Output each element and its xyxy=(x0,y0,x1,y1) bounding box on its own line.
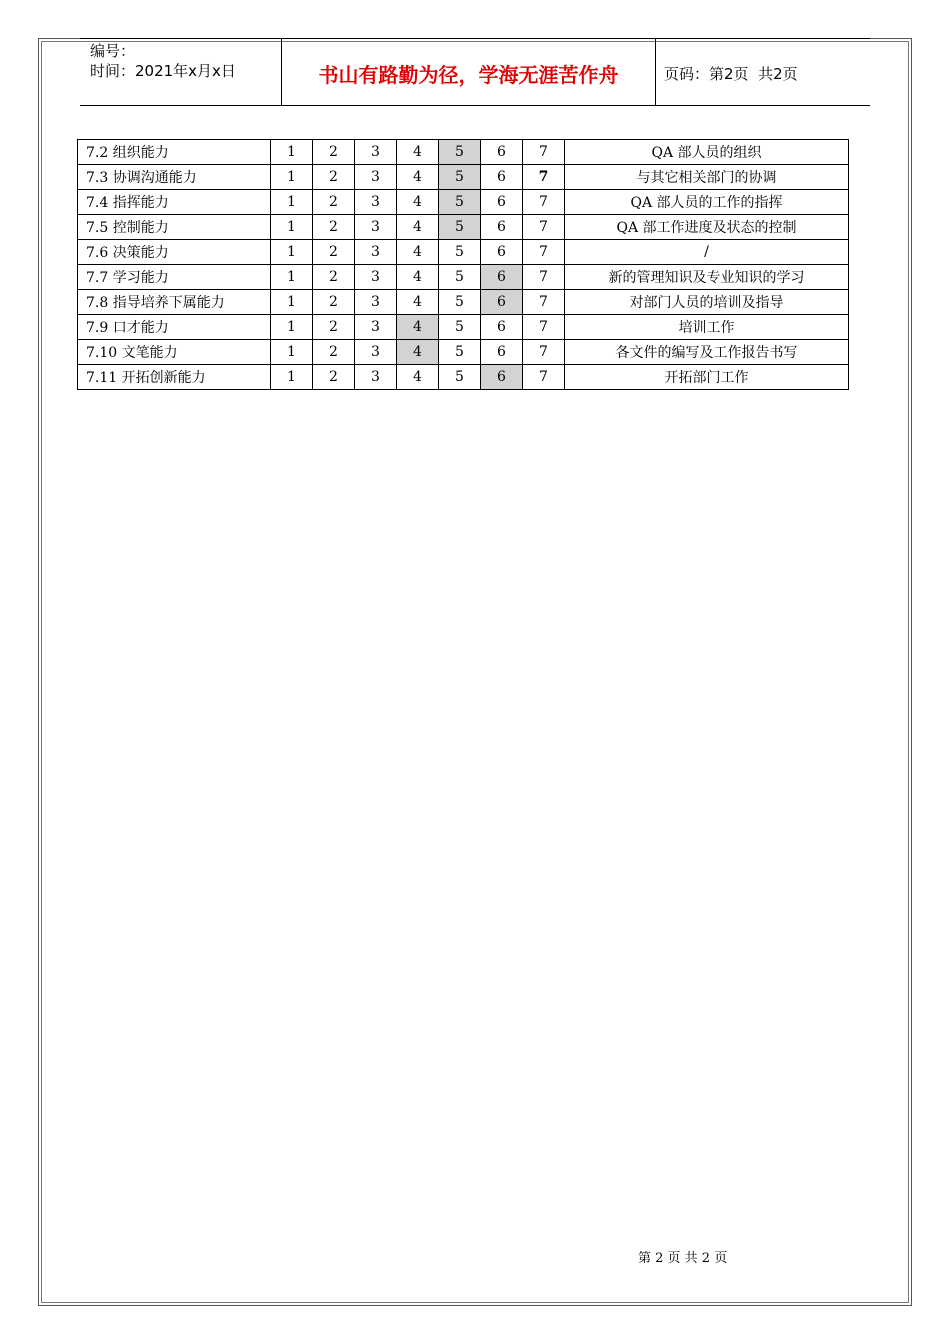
remark-cell: QA 部工作进度及状态的控制 xyxy=(565,215,849,240)
remark-cell: QA 部人员的组织 xyxy=(565,140,849,165)
score-cell: 6 xyxy=(481,290,523,315)
score-cell: 2 xyxy=(313,215,355,240)
score-cell: 3 xyxy=(355,265,397,290)
ability-item: 7.8 指导培养下属能力 xyxy=(78,290,271,315)
ability-item: 7.7 学习能力 xyxy=(78,265,271,290)
remark-cell: 开拓部门工作 xyxy=(565,365,849,390)
table-row xyxy=(78,365,849,390)
remark-cell: 新的管理知识及专业知识的学习 xyxy=(565,265,849,290)
score-cell: 1 xyxy=(271,265,313,290)
score-cell: 4 xyxy=(397,140,439,165)
page-number-label: 页码：第2页 共2页 xyxy=(664,65,798,83)
score-cell: 7 xyxy=(523,165,565,190)
score-cell: 1 xyxy=(271,290,313,315)
score-cell: 5 xyxy=(439,265,481,290)
table-row xyxy=(78,190,849,215)
ability-item: 7.9 口才能力 xyxy=(78,315,271,340)
score-cell: 3 xyxy=(355,315,397,340)
score-cell: 6 xyxy=(481,215,523,240)
header-info xyxy=(90,41,236,81)
score-cell: 2 xyxy=(313,315,355,340)
score-cell: 5 xyxy=(439,165,481,190)
table-row xyxy=(78,240,849,265)
score-cell: 4 xyxy=(397,215,439,240)
score-cell: 5 xyxy=(439,240,481,265)
score-cell: 3 xyxy=(355,165,397,190)
score-cell: 2 xyxy=(313,265,355,290)
table-row xyxy=(78,290,849,315)
score-cell: 1 xyxy=(271,340,313,365)
score-cell: 6 xyxy=(481,165,523,190)
score-cell: 6 xyxy=(481,315,523,340)
table-row xyxy=(78,315,849,340)
score-cell: 5 xyxy=(439,215,481,240)
score-cell: 7 xyxy=(523,340,565,365)
document-date-label: 时间：2021年x月x日 xyxy=(90,62,236,80)
remark-cell: QA 部人员的工作的指挥 xyxy=(565,190,849,215)
ability-rating-table xyxy=(77,139,849,390)
score-cell: 1 xyxy=(271,215,313,240)
score-cell: 7 xyxy=(523,190,565,215)
score-cell: 1 xyxy=(271,190,313,215)
score-cell: 7 xyxy=(523,290,565,315)
document-number-label: 编号： xyxy=(90,42,136,60)
remark-cell: 对部门人员的培训及指导 xyxy=(565,290,849,315)
table-row xyxy=(78,265,849,290)
score-cell: 3 xyxy=(355,340,397,365)
score-cell: 2 xyxy=(313,290,355,315)
score-cell: 6 xyxy=(481,265,523,290)
score-cell: 3 xyxy=(355,140,397,165)
ability-item: 7.6 决策能力 xyxy=(78,240,271,265)
score-cell: 5 xyxy=(439,315,481,340)
score-cell: 5 xyxy=(439,190,481,215)
header-motto: 书山有路勤为径，学海无涯苦作舟 xyxy=(318,63,619,87)
score-cell: 6 xyxy=(481,240,523,265)
score-cell: 2 xyxy=(313,165,355,190)
score-cell: 3 xyxy=(355,240,397,265)
score-cell: 3 xyxy=(355,365,397,390)
score-cell: 6 xyxy=(481,140,523,165)
score-cell: 5 xyxy=(439,365,481,390)
table-row xyxy=(78,140,849,165)
score-cell: 2 xyxy=(313,340,355,365)
score-cell: 5 xyxy=(439,140,481,165)
remark-cell: / xyxy=(565,240,849,265)
score-cell: 2 xyxy=(313,190,355,215)
score-cell: 3 xyxy=(355,290,397,315)
score-cell: 5 xyxy=(439,340,481,365)
score-cell: 4 xyxy=(397,315,439,340)
ability-item: 7.4 指挥能力 xyxy=(78,190,271,215)
score-cell: 4 xyxy=(397,165,439,190)
score-cell: 7 xyxy=(523,140,565,165)
table-row xyxy=(78,165,849,190)
ability-item: 7.5 控制能力 xyxy=(78,215,271,240)
score-cell: 3 xyxy=(355,215,397,240)
header-divider-right xyxy=(655,39,656,105)
score-cell: 7 xyxy=(523,365,565,390)
score-cell: 1 xyxy=(271,365,313,390)
score-cell: 6 xyxy=(481,190,523,215)
score-cell: 1 xyxy=(271,240,313,265)
score-cell: 4 xyxy=(397,290,439,315)
rating-table-body xyxy=(78,140,849,390)
remark-cell: 培训工作 xyxy=(565,315,849,340)
ability-item: 7.10 文笔能力 xyxy=(78,340,271,365)
score-cell: 2 xyxy=(313,240,355,265)
score-cell: 7 xyxy=(523,265,565,290)
table-row xyxy=(78,340,849,365)
score-cell: 7 xyxy=(523,215,565,240)
score-cell: 1 xyxy=(271,165,313,190)
score-cell: 4 xyxy=(397,190,439,215)
score-cell: 2 xyxy=(313,140,355,165)
footer-page-number: 第 2 页 共 2 页 xyxy=(638,1251,728,1266)
score-cell: 2 xyxy=(313,365,355,390)
score-cell: 6 xyxy=(481,340,523,365)
remark-cell: 与其它相关部门的协调 xyxy=(565,165,849,190)
score-cell: 6 xyxy=(481,365,523,390)
score-cell: 1 xyxy=(271,315,313,340)
score-cell: 1 xyxy=(271,140,313,165)
score-cell: 3 xyxy=(355,190,397,215)
page-header xyxy=(80,38,870,106)
score-cell: 7 xyxy=(523,315,565,340)
score-cell: 4 xyxy=(397,340,439,365)
table-row xyxy=(78,215,849,240)
ability-item: 7.3 协调沟通能力 xyxy=(78,165,271,190)
score-cell: 4 xyxy=(397,365,439,390)
ability-item: 7.11 开拓创新能力 xyxy=(78,365,271,390)
score-cell: 5 xyxy=(439,290,481,315)
score-cell: 4 xyxy=(397,240,439,265)
ability-item: 7.2 组织能力 xyxy=(78,140,271,165)
remark-cell: 各文件的编写及工作报告书写 xyxy=(565,340,849,365)
score-cell: 4 xyxy=(397,265,439,290)
score-cell: 7 xyxy=(523,240,565,265)
